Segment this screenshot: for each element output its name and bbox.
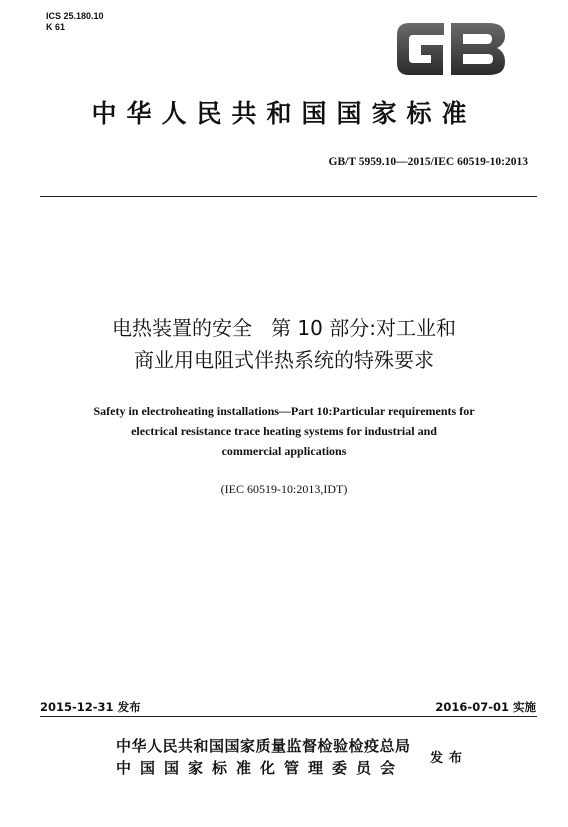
title-english-line-1: Safety in electroheating installations—Part 10:Particular requirements for xyxy=(93,404,475,418)
ics-code: ICS 25.180.10 xyxy=(46,11,104,21)
implementation-date: 2016-07-01 实施 xyxy=(435,700,536,714)
issuer-aqsiq: 中华人民共和国国家质量监督检验检疫总局 xyxy=(116,737,411,755)
title-chinese-line-1: 电热装置的安全 第 10 部分:对工业和 xyxy=(112,316,456,340)
standard-type-heading: 中华人民共和国国家标准 xyxy=(91,99,477,128)
issuing-authorities xyxy=(116,735,416,779)
issuer-sac: 中国国家标准化管理委员会 xyxy=(116,759,405,777)
gb-logo xyxy=(393,17,509,81)
title-english-line-2: electrical resistance trace heating systems for industrial and xyxy=(131,424,437,438)
title-chinese-line-2: 商业用电阻式伴热系统的特殊要求 xyxy=(134,348,434,372)
publish-label: 发布 xyxy=(430,751,469,766)
title-english-line-3: commercial applications xyxy=(221,444,347,458)
bottom-divider xyxy=(40,716,537,717)
issue-date: 2015-12-31 发布 xyxy=(40,700,141,714)
classification-codes xyxy=(46,11,104,33)
title-english xyxy=(40,401,528,461)
standard-number: GB/T 5959.10—2015/IEC 60519-10:2013 xyxy=(328,156,528,168)
ccs-code: K 61 xyxy=(46,22,66,32)
iec-equivalence: (IEC 60519-10:2013,IDT) xyxy=(220,482,348,496)
top-divider xyxy=(40,196,537,197)
